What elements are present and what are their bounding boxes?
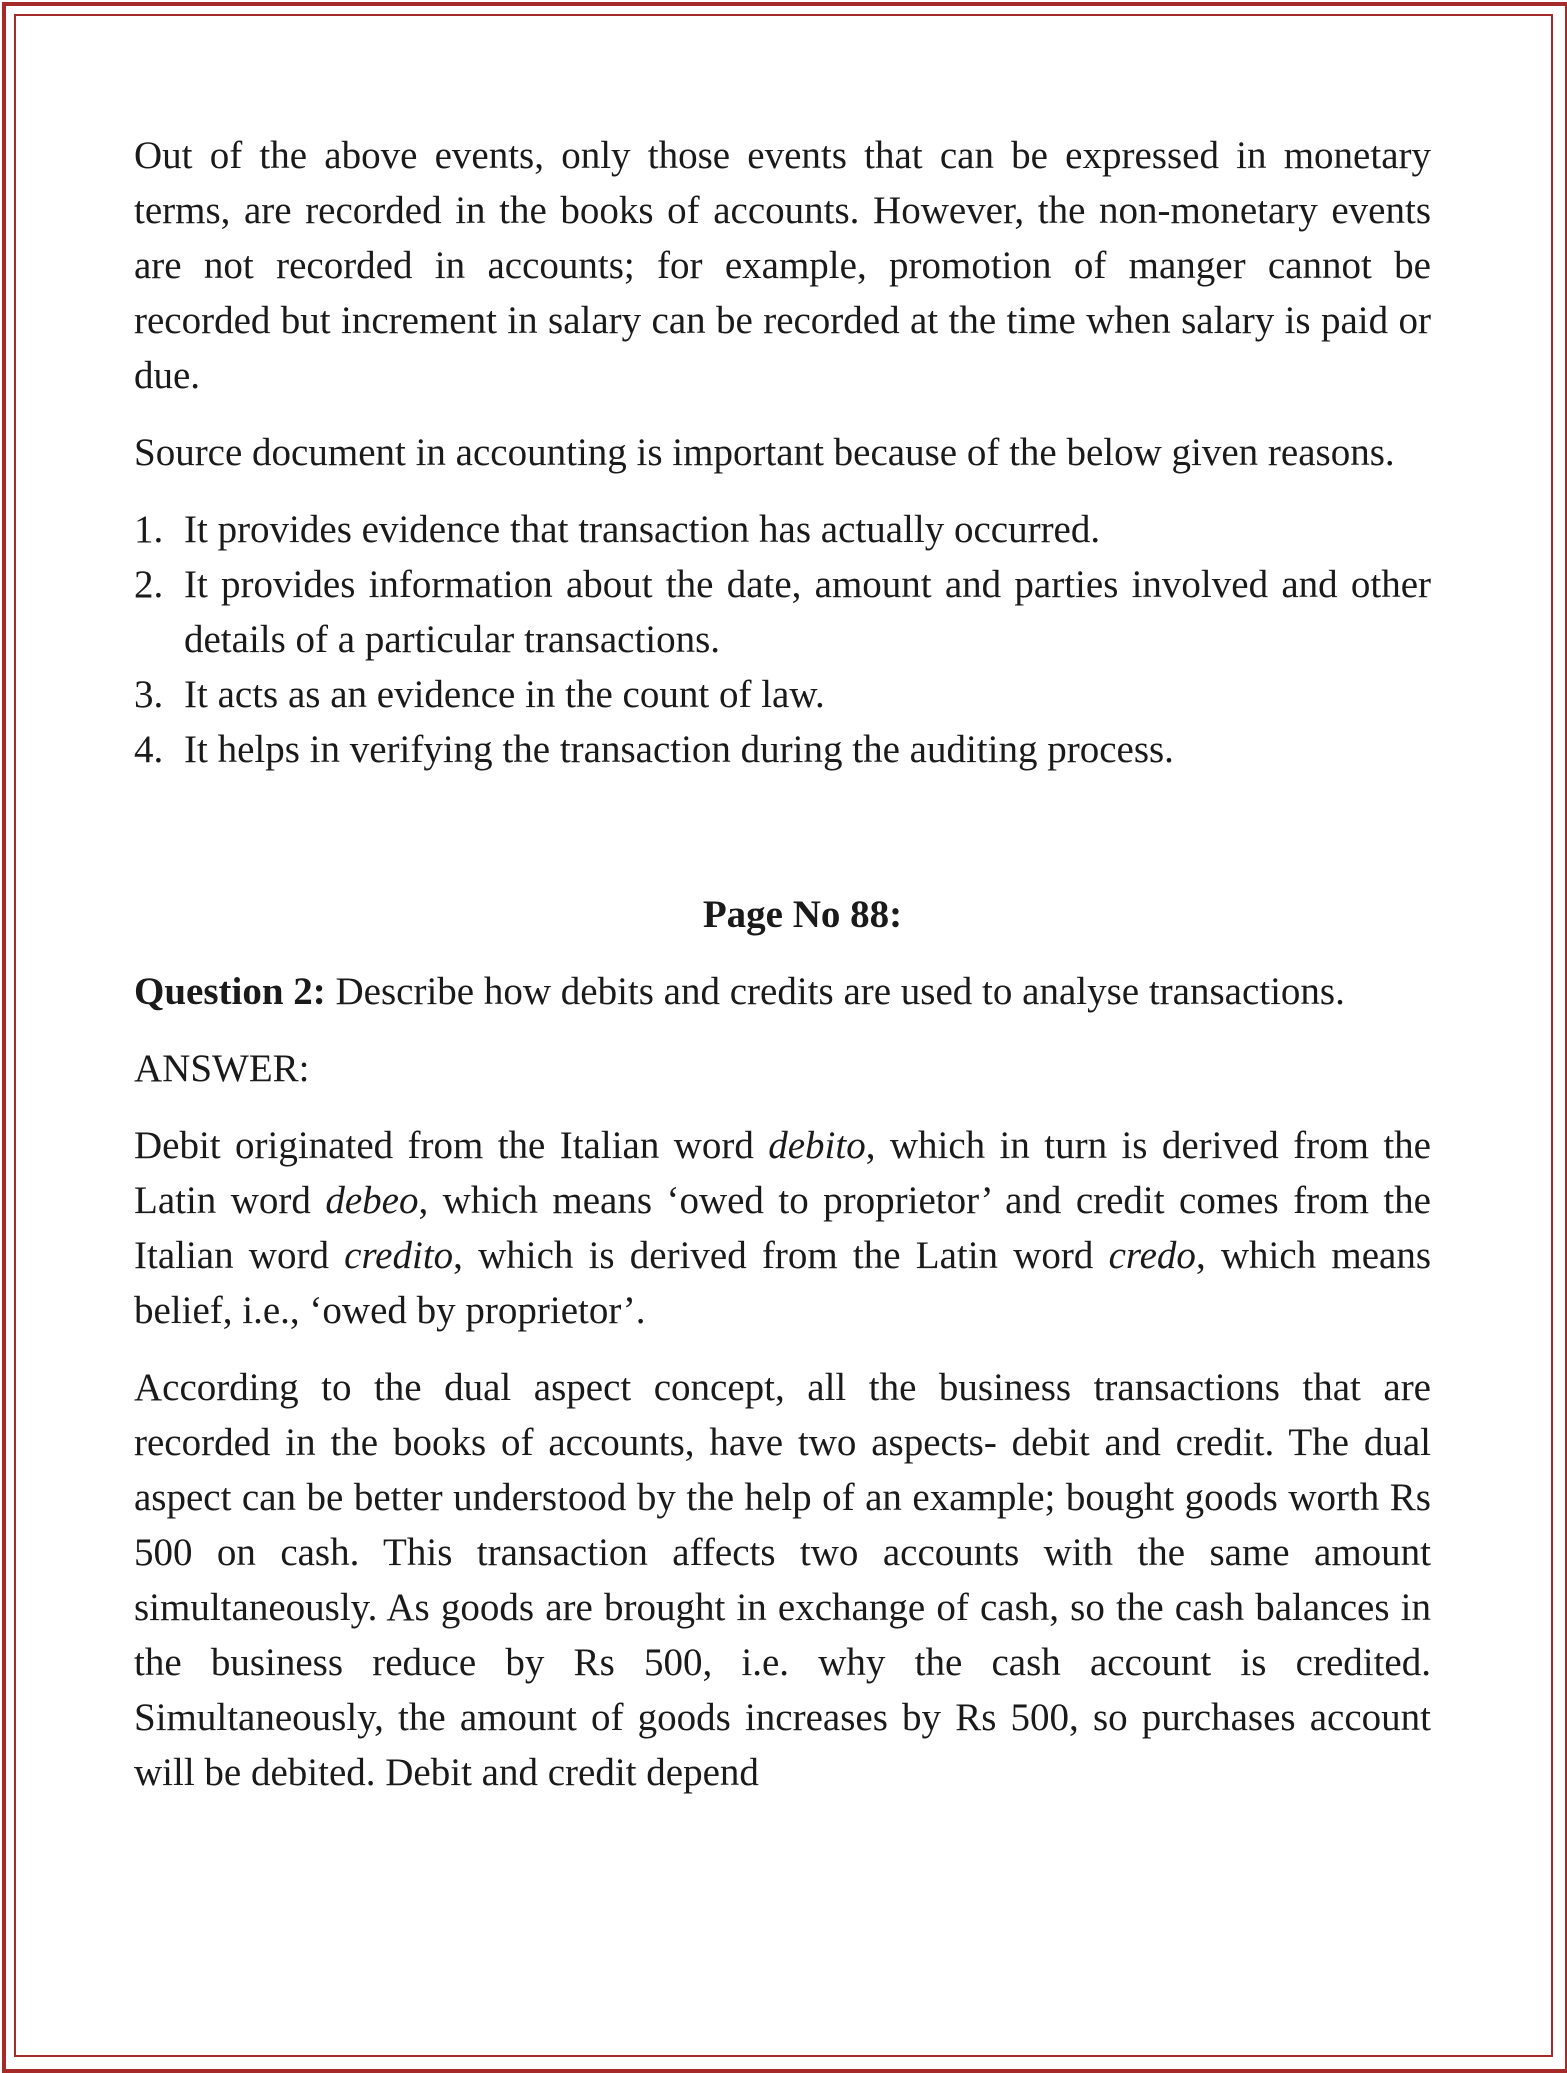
list-item-number: 1. — [134, 508, 164, 551]
question-paragraph — [134, 964, 1431, 1019]
paragraph-source-document: Source document in accounting is important because of the below given reasons. — [134, 431, 1395, 474]
term-debeo: debeo — [325, 1179, 419, 1222]
document-body — [134, 128, 1431, 1800]
list-item-text: It helps in verifying the transaction during the auditing process. — [184, 728, 1174, 771]
etymology-text: Debit originated from the Italian word — [134, 1124, 769, 1167]
paragraph-etymology — [134, 1118, 1431, 1338]
etymology-text: , which means ‘owed to proprietor’ and credit comes from the Italian word — [134, 1179, 1431, 1277]
term-credo: credo — [1108, 1234, 1196, 1277]
paragraph-dual-aspect: According to the dual aspect concept, all the business transactions that are recorded in the books of accounts, have two aspects- debit and credit. The dual aspect can be better understood by the help of an example; bought goods worth Rs 500 on cash. This transaction affects two accounts with the same amount simultaneously. As goods are brought in exchange of cash, so the cash balances in the business reduce by Rs 500, i.e. why the cash account is credited. Simultaneously, the amount of goods increases by Rs 500, so purchases account will be debited. Debit and credit depend — [134, 1366, 1431, 1794]
page-number-heading: Page No 88: — [702, 893, 903, 936]
list-item-number: 3. — [134, 673, 164, 716]
list-item — [134, 557, 1431, 667]
paragraph-monetary-events: Out of the above events, only those events that can be expressed in monetary terms, are recorded in the books of accounts. However, the non-monetary events are not recorded in accounts; for example, promotion of manger cannot be recorded but increment in salary can be recorded at the time when salary is paid or due. — [134, 134, 1431, 397]
list-item — [134, 667, 1431, 722]
list-item-number: 4. — [134, 728, 164, 771]
question-text: Describe how debits and credits are used to analyse transactions. — [325, 970, 1345, 1013]
question-label: Question 2: — [134, 970, 326, 1013]
list-item — [134, 722, 1431, 777]
etymology-text: , which in turn is derived from the Latin word — [134, 1124, 1431, 1222]
answer-label: ANSWER: — [134, 1047, 310, 1090]
list-item-text: It acts as an evidence in the count of law. — [184, 673, 825, 716]
list-item — [134, 502, 1431, 557]
list-item-text: It provides evidence that transaction has actually occurred. — [184, 508, 1101, 551]
etymology-text: , which is derived from the Latin word — [453, 1234, 1109, 1277]
etymology-text: , which means belief, i.e., ‘owed by proprietor’. — [134, 1234, 1431, 1332]
term-debito: debito — [768, 1124, 866, 1167]
list-item-number: 2. — [134, 563, 164, 606]
list-item-text: It provides information about the date, amount and parties involved and other details of a particular transactions. — [184, 563, 1431, 661]
reasons-list — [134, 502, 1431, 777]
term-credito: credito — [344, 1234, 454, 1277]
